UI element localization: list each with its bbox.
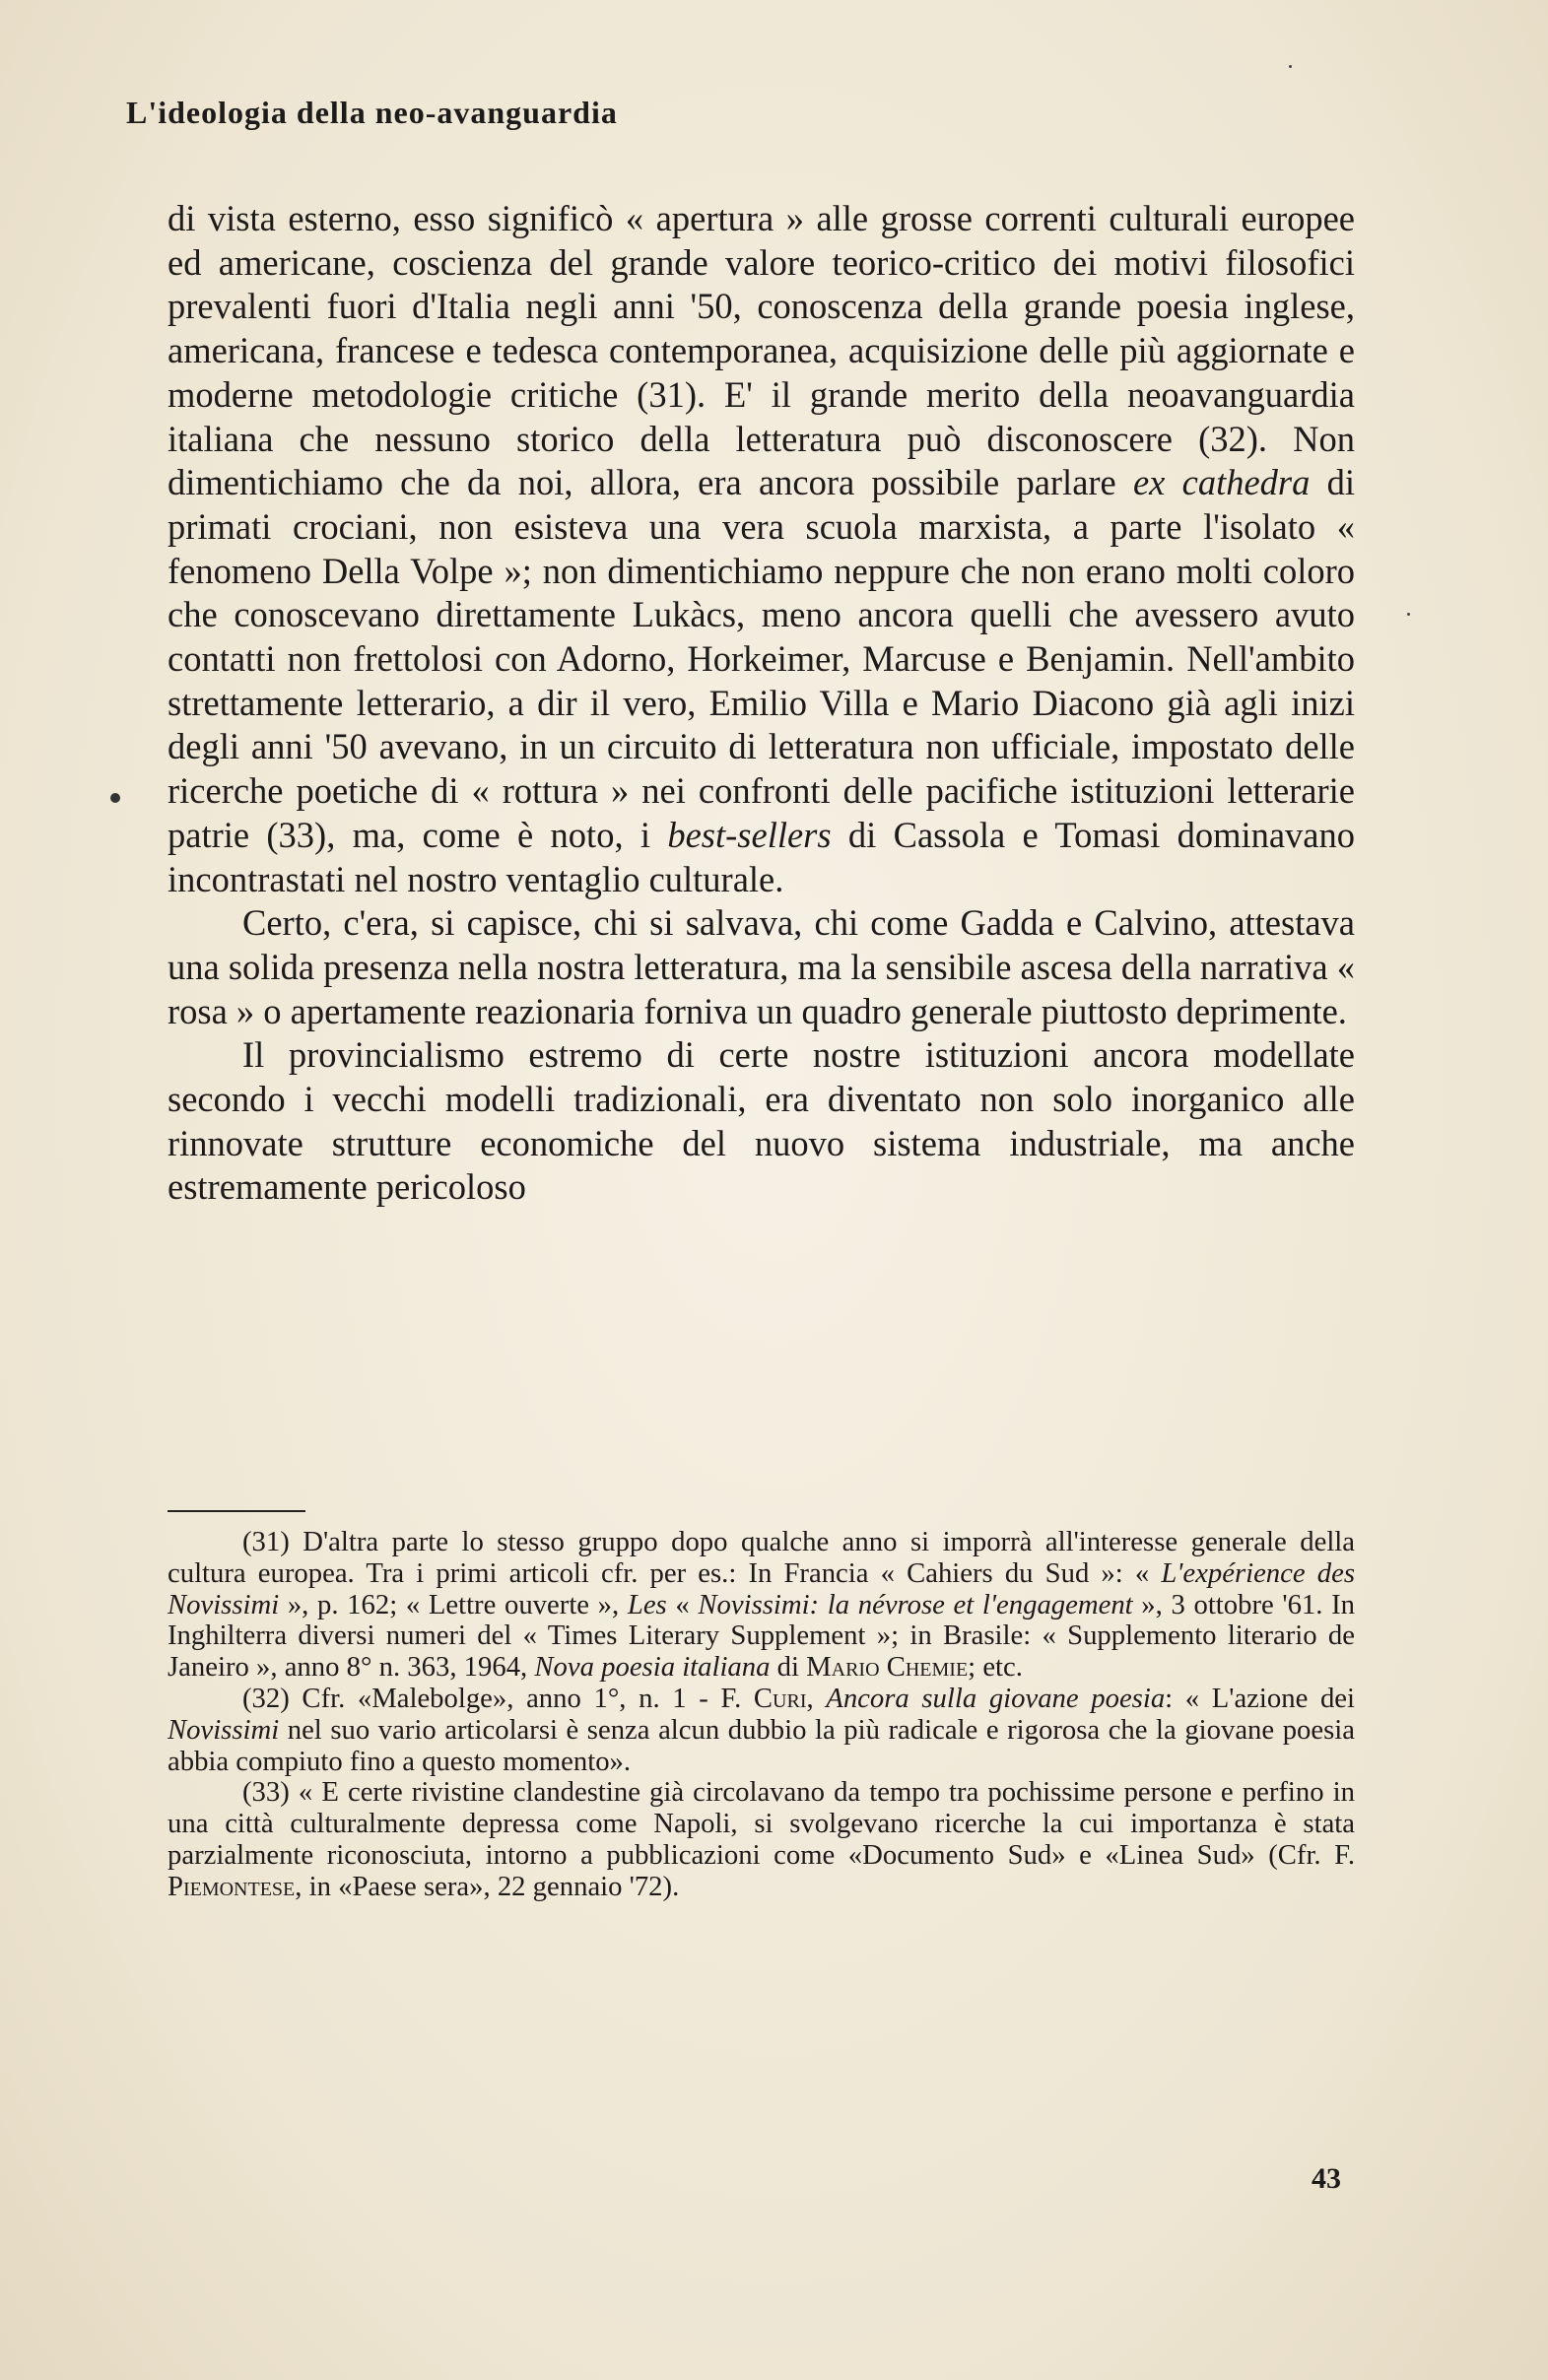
italic-span: Novissimi [168, 1713, 280, 1746]
main-text [168, 197, 1355, 1210]
italic-span: Novissimi: la névrose et l'engagement [698, 1588, 1133, 1620]
footnote-rule [168, 1510, 305, 1512]
print-speck [1289, 65, 1292, 68]
page-number: 43 [1312, 2162, 1341, 2195]
author-name: Mario Chemie [806, 1651, 969, 1684]
footnote-32: (32) Cfr. «Malebolge», anno 1°, n. 1 - F. Curi, Ancora sulla giovane poesia: « L'azione dei Novissimi nel suo vario articolarsi è senza alcun dubbio la più radicale e rigorosa che la giovane poesia abbia compiuto fino a questo momento». [168, 1682, 1355, 1777]
italic-span: Les [627, 1588, 667, 1620]
running-head: L'ideologia della neo-avanguardia [126, 95, 618, 130]
footnote-33: (33) « E certe rivistine clandestine già circolavano da tempo tra pochissime persone e perfino in una città culturalmente depressa come Napoli, si svolgevano ricerche la cui importanza è stata parzialmente riconosciuta, intorno a pubblicazioni come «Documento Sud» e «Linea Sud» (Cfr. F. Piemontese, in «Paese sera», 22 gennaio '72). [168, 1776, 1355, 1902]
print-speck [1407, 613, 1410, 616]
footnote-31: (31) D'altra parte lo stesso gruppo dopo qualche anno si imporrà all'interesse generale della cultura europea. Tra i primi articoli cfr. per es.: In Francia « Cahiers du Sud »: « L'expérience des Novissimi », p. 162; « Lettre ouverte », Les « Novissimi: la névrose et l'engagement », 3 ottobre '61. In Inghilterra diversi numeri del « Times Literary Supplement »; in Brasile: « Supplemento literario de Janeiro », anno 8° n. 363, 1964, Nova poesia italiana di Mario Chemie; etc. [168, 1526, 1355, 1684]
italic-span: Nova poesia italiana [534, 1651, 771, 1684]
italic-span: Ancora sulla giovane poesia [826, 1682, 1166, 1714]
footnotes [168, 1527, 1355, 1903]
italic-span: ex cathedra [1132, 462, 1311, 503]
author-name: Piemontese [168, 1870, 296, 1902]
paragraph-2: Certo, c'era, si capisce, chi si salvava, chi come Gadda e Calvino, attestava una solida presenza nella nostra letteratura, ma la sensibile ascesa della narrativa « rosa » o apertamente reazionaria forniva un quadro generale piuttosto deprimente. [168, 902, 1355, 1031]
paragraph-3: Il provincialismo estremo di certe nostre istituzioni ancora modellate secondo i vecchi modelli tradizionali, era diventato non solo inorganico alle rinnovate strutture economiche del nuovo sistema industriale, ma anche estremamente pericoloso [168, 1034, 1355, 1208]
margin-dot [110, 793, 120, 803]
author-name: Curi [753, 1682, 807, 1714]
italic-span: L'expérience des Novissimi [168, 1556, 1355, 1620]
italic-span: best-sellers [667, 814, 832, 855]
paragraph-1: di vista esterno, esso significò « apertura » alle grosse correnti culturali europee ed americane, coscienza del grande valore teorico-critico dei motivi filosofici prevalenti fuori d'Italia negli anni '50, conoscenza della grande poesia inglese, americana, francese e tedesca contemporanea, acquisizione delle più aggiornate e moderne metodologie critiche (31). E' il grande merito della neoavanguardia italiana che nessuno storico della letteratura può disconoscere (32). Non dimentichiamo che da noi, allora, era ancora possibile parlare ex cathedra di primati crociani, non esisteva una vera scuola marxista, a parte l'isolato « fenomeno Della Volpe »; non dimentichiamo neppure che non erano molti coloro che conoscevano direttamente Lukàcs, meno ancora quelli che avessero avuto contatti non frettolosi con Adorno, Horkeimer, Marcuse e Benjamin. Nell'ambito strettamente letterario, a dir il vero, Emilio Villa e Mario Diacono già agli inizi degli anni '50 avevano, in un circuito di letteratura non ufficiale, impostato delle ricerche poetiche di « rottura » nei confronti delle pacifiche istituzioni letterarie patrie (33), ma, come è noto, i best-sellers di Cassola e Tomasi dominavano incontrastati nel nostro ventaglio culturale. [168, 198, 1356, 899]
